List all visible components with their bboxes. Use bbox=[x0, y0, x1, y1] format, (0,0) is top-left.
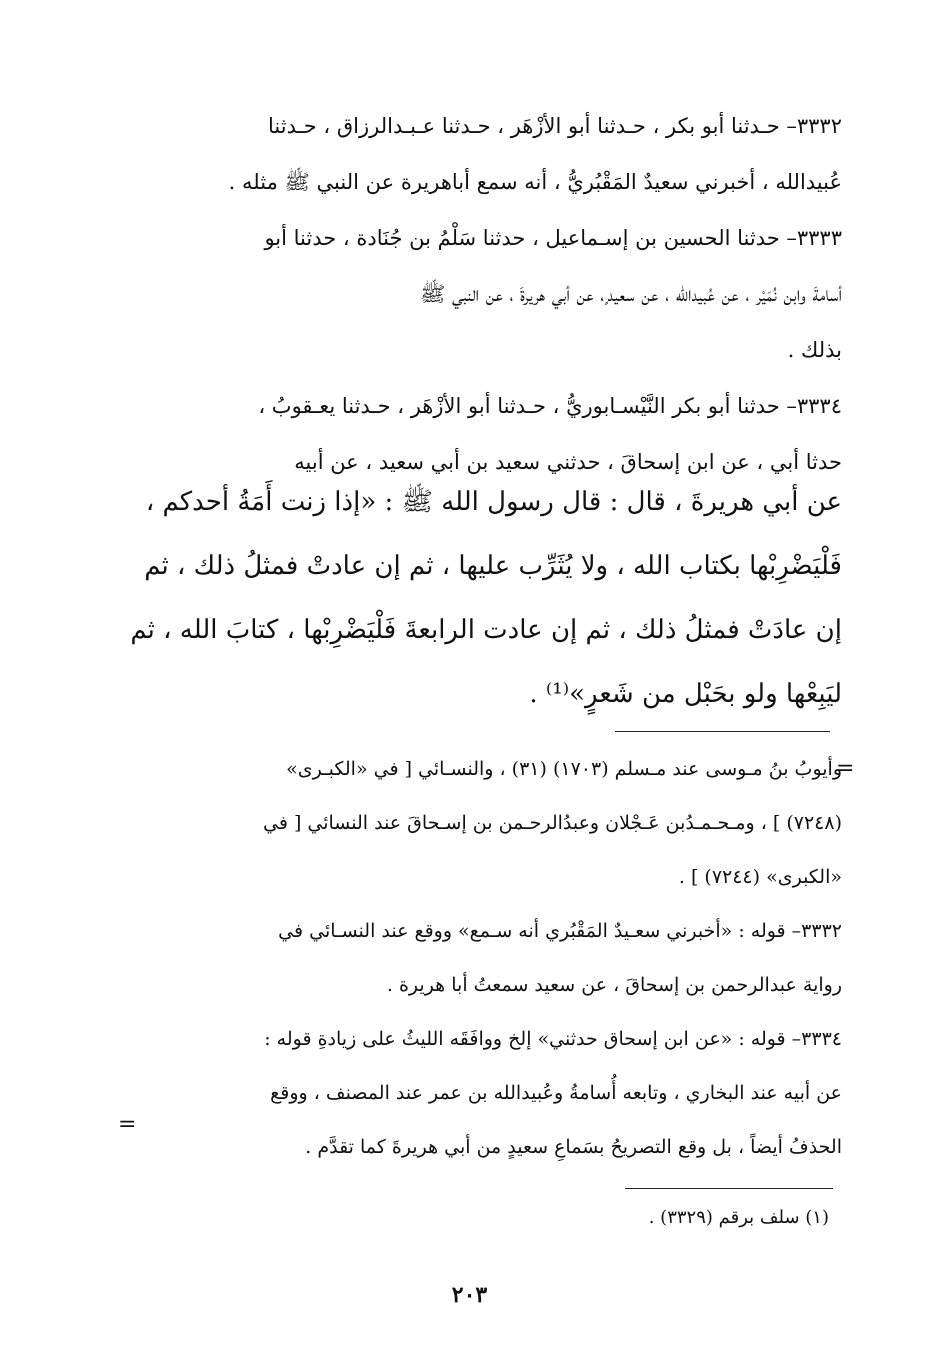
hadith-line: حدثا أبي ، عن ابن إسحاقَ ، حدثني سعيد بن أبي سعيد ، عن أبيه bbox=[294, 450, 842, 474]
page-number: ٢٠٣ bbox=[451, 1282, 488, 1308]
hadith-line: ٣٣٣٤– حدثنا أبو بكر النَّيْسـابوريُّ ، حـدثنا أبو الأزْهَر ، حـدثنا يعـقوبُ ، bbox=[258, 394, 842, 418]
note-line: ٣٣٣٤– قوله : «عن ابن إسحاق حدثني» إلخ ووافَقَه الليثُ على زيادةِ قوله : bbox=[264, 1028, 842, 1050]
note-line: رواية عبدالرحمن بن إسحاقَ ، عن سعيد سمعتُ أبا هريرة . bbox=[386, 974, 842, 996]
commentary-notes bbox=[128, 742, 842, 1174]
note-line: (٧٢٤٨) ] ، ومـحـمـدُبن عَـجْلان وعبدُالرحـمن بن إسـحاقَ عند النسائي [ في bbox=[262, 812, 842, 834]
matn-line: ليَبِعْها ولو بحَبْل من شَعرٍ»⁽¹⁾ . bbox=[529, 679, 842, 709]
footnote: (١) سلف برقم (٣٣٢٩) . bbox=[648, 1207, 829, 1228]
matn-line: فَلْيَضْرِبْها بكتاب الله ، ولا يُثَرِّب عليها ، ثم إن عادتْ فمثلُ ذلك ، ثم bbox=[144, 551, 842, 581]
matn-line: إن عادَتْ فمثلُ ذلك ، ثم إن عادت الرابعةَ فَلْيَضْرِبْها ، كتابَ الله ، ثم bbox=[130, 615, 842, 645]
hadith-line: ٣٣٣٣– حدثنا الحسين بن إسـماعيل ، حدثنا سَلْمُ بن جُنَادة ، حدثنا أبو bbox=[264, 226, 842, 250]
notes-divider bbox=[615, 731, 830, 732]
hadith-chain-section bbox=[110, 98, 842, 490]
hadith-line: ٣٣٣٢– حـدثنا أبو بكر ، حـدثنا أبو الأزْهَر ، حـدثنا عـبـدالرزاق ، حـدثنا bbox=[268, 114, 842, 138]
matn-line: عن أبي هريرةَ ، قال : قال رسول الله ﷺ : «إذا زنت أَمَةُ أحدكم ، bbox=[145, 487, 842, 517]
note-line: الحذفُ أيضاً ، بل وقع التصريحُ بسَماعِ سعيدٍ من أبي هريرةَ كما تقدَّم . bbox=[305, 1136, 842, 1158]
hadith-line: عُبيدالله ، أخبرني سعيدٌ المَقْبُريُّ ، أنه سمع أباهريرة عن النبي ﷺ مثله . bbox=[228, 170, 842, 194]
hadith-line: بذلك . bbox=[787, 338, 842, 362]
note-line: عن أبيه عند البخاري ، وتابعه أُسامةُ وعُبيدالله بن عمر عند المصنف ، ووقع bbox=[270, 1082, 842, 1104]
footnote-divider bbox=[625, 1188, 833, 1189]
continuation-mark-right: = bbox=[836, 756, 855, 781]
continuation-mark-left: = bbox=[118, 1112, 137, 1137]
note-line: «الكبرى» (٧٢٤٤) ] . bbox=[678, 866, 842, 888]
hadith-text-section bbox=[110, 470, 842, 726]
hadith-line: أسامةَ وابن نُمَيْر ، عن عُبيدالله ، عن سعيد ٍ، عن أبي هريرةَ ، عن النبي ﷺ bbox=[419, 282, 842, 306]
note-line: ٣٣٣٢– قوله : «أخبرني سعـيدٌ المَقْبُري أنه سـمع» ووقع عند النسـائي في bbox=[278, 920, 842, 942]
note-line: وأيوبُ بنُ مـوسى عند مـسلم (١٧٠٣) (٣١) ، والنسـائي [ في «الكبـرى» bbox=[286, 758, 842, 780]
